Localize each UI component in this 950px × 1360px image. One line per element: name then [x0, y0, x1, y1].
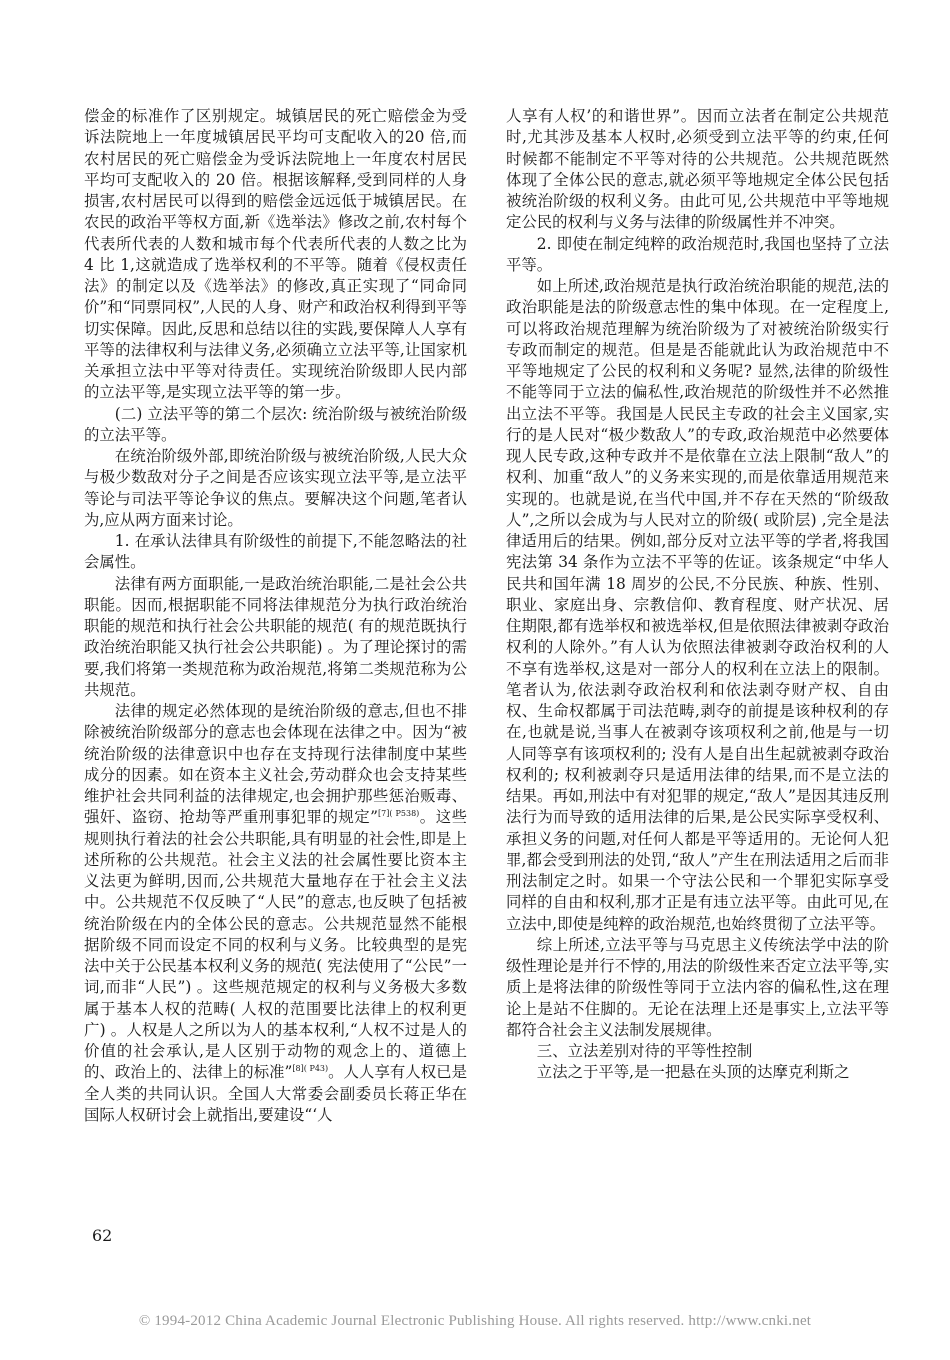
copyright-footer: © 1994-2012 China Academic Journal Electronic Publishing House. All rights reserved. http://www.cnki.net [138, 1313, 812, 1329]
paragraph: 立法之于平等,是一把悬在头顶的达摩克利斯之 [536, 1063, 850, 1082]
paragraph: 在统治阶级外部,即统治阶级与被统治阶级,人民大众与极少数敌对分子之间是否应该实现立法平等,是立法平等论与司法平等论争议的焦点。要解决这个问题,笔者认为,应从两方面来讨论。 [84, 447, 467, 529]
paragraph-text: 。这些规则执行着法的社会公共职能,具有明显的社会性,即是上述所称的公共规范。社会主义法的社会属性要比资本主义法更为鲜明,因而,公共规范大量地存在于社会主义法中。公共规范不仅反映了“人民”的意志,也反映了包括被统治阶级在内的全体公民的意志。公共规范显然不能根据阶级不同而设定不同的权利与义务。比较典型的是宪法中关于公民基本权利义务的规范( 宪法使用了“公民”一词,而非“人民”) 。这些规范规定的权利与义务极大多数属于基本人权的范畴( 人权的范围要比法律上的权利更广) 。人权是人之所以为人的基本权利,“人权不过是人的价值的社会承认,是人区别于动物的观念上的、道德上的、政治上的、法律上的标准” [84, 808, 467, 1082]
paragraph: 综上所述,立法平等与马克思主义传统法学中法的阶级性理论是并行不悖的,用法的阶级性来否定立法平等,实质上是将法律的阶级性等同于立法内容的偏私性,这在理论上是站不住脚的。无论在法理上还是事实上,立法平等都符合社会主义法制发展规律。 [506, 935, 889, 1039]
paragraph: 偿金的标准作了区别规定。城镇居民的死亡赔偿金为受诉法院地上一年度城镇居民平均可支配收入的20 倍,而农村居民的死亡赔偿金为受诉法院地上一年度农村居民平均可支配收入的 20 倍。根据该解释,受到同样的人身损害,农村居民可以得到的赔偿金远远低于城镇居民。在农民的政治平等权方面,新《选举法》修改之前,农村每个代表所代表的人数和城市每个代表所代表的人数之比为 4 比 1,这就造成了选举权利的不平等。随着《侵权责任法》的制定以及《选举法》的修改,真正实现了“同命同价”和“同票同权”,人民的人身、财产和政治权利得到平等切实保障。因此,反思和总结以往的实践,要保障人人享有平等的法律权利与法律义务,必须确立立法平等,让国家机关承担立法中平等对待责任。实现统治阶级即人民内部的立法平等,是实现立法平等的第一步。 [84, 107, 467, 402]
left-column [84, 106, 467, 1126]
subsection-heading: 1. 在承认法律具有阶级性的前提下,不能忽略法的社会属性。 [84, 532, 467, 572]
citation: [7]( P538) [378, 809, 420, 819]
citation: [8]( P43) [292, 1064, 329, 1074]
paragraph-text: 。人人享有人权已是全人类的共同认识。全国人大常委会副委员长蒋正华在国际人权研讨会上就指出,要建设“‘人 [84, 1063, 467, 1124]
section-heading: 三、立法差别对待的平等性控制 [536, 1042, 753, 1060]
paragraph: 人享有人权’的和谐世界”。因而立法者在制定公共规范时,尤其涉及基本人权时,必须受到立法平等的约束,任何时候都不能制定不平等对待的公共规范。公共规范既然体现了全体公民的意志,就必须平等地规定全体公民包括被统治阶级的权利义务。由此可见,公共规范中平等地规定公民的权利与义务与法律的阶级属性并不冲突。 [506, 107, 889, 232]
paragraph [84, 701, 467, 1126]
right-column [506, 106, 889, 1084]
paragraph: 法律有两方面职能,一是政治统治职能,二是社会公共职能。因而,根据职能不同将法律规范分为执行政治统治职能的规范和执行社会公共职能的规范( 有的规范既执行政治统治职能又执行社会公共职能) 。为了理论探讨的需要,我们将第一类规范称为政治规范,将第二类规范称为公共规范。 [84, 574, 467, 699]
page-number: 62 [92, 1226, 113, 1245]
section-heading: (二) 立法平等的第二个层次: 统治阶级与被统治阶级的立法平等。 [84, 404, 467, 444]
subsection-heading: 2. 即使在制定纯粹的政治规范时,我国也坚持了立法平等。 [506, 234, 889, 274]
paragraph-text: 法律的规定必然体现的是统治阶级的意志,但也不排除被统治阶级部分的意志也会体现在法律之中。因为“被统治阶级的法律意识中也存在支持现行法律制度中某些成分的因素。如在资本主义社会,劳动群众也会支持某些维护社会共同利益的法律规定,也会拥护那些惩治贩毒、强奸、盗窃、抢劫等严重刑事犯罪的规定” [84, 702, 467, 827]
paragraph: 如上所述,政治规范是执行政治统治职能的规范,法的政治职能是法的阶级意志性的集中体现。在一定程度上,可以将政治规范理解为统治阶级为了对被统治阶级实行专政而制定的规范。但是是否能就此认为政治规范中不平等地规定了公民的权利和义务呢? 显然,法律的阶级性不能等同于立法的偏私性,政治规范的阶级性并不必然推出立法不平等。我国是人民民主专政的社会主义国家,实行的是人民对“极少数敌人”的专政,政治规范中必然要体现人民专政,这种专政并不是依靠在立法上限制“敌人”的权利、加重“敌人”的义务来实现的,而是依靠适用规范来实现的。也就是说,在当代中国,并不存在天然的“阶级敌人”,之所以会成为与人民对立的阶级( 或阶层) ,完全是法律适用后的结果。例如,部分反对立法平等的学者,将我国宪法第 34 条作为立法不平等的佐证。该条规定“中华人民共和国年满 18 周岁的公民,不分民族、种族、性别、职业、家庭出身、宗教信仰、教育程度、财产状况、居住期限,都有选举权和被选举权,但是依照法律被剥夺政治权利的人除外。”有人认为依照法律被剥夺政治权利的人不享有选举权,这是对一部分人的权利在立法上的限制。笔者认为,依法剥夺政治权利和依法剥夺财产权、自由权、生命权都属于司法范畴,剥夺的前提是该种权利的存在,也就是说,当事人在被剥夺该项权利之前,他是与一切人同等享有该项权利的; 没有人是自出生起就被剥夺政治权利的; 权利被剥夺只是适用法律的结果,而不是立法的结果。再如,刑法中有对犯罪的规定,“敌人”是因其违反刑法行为而导致的适用法律的后果,是公民实际享受权利、承担义务的问题,对任何人都是平等适用的。无论何人犯罪,都会受到刑法的处罚,“敌人”产生在刑法适用之后而非刑法制定之时。如果一个守法公民和一个罪犯实际享受同样的自由和权利,那才正是有违立法平等。由此可见,在立法中,即使是纯粹的政治规范,也始终贯彻了立法平等。 [506, 277, 889, 933]
